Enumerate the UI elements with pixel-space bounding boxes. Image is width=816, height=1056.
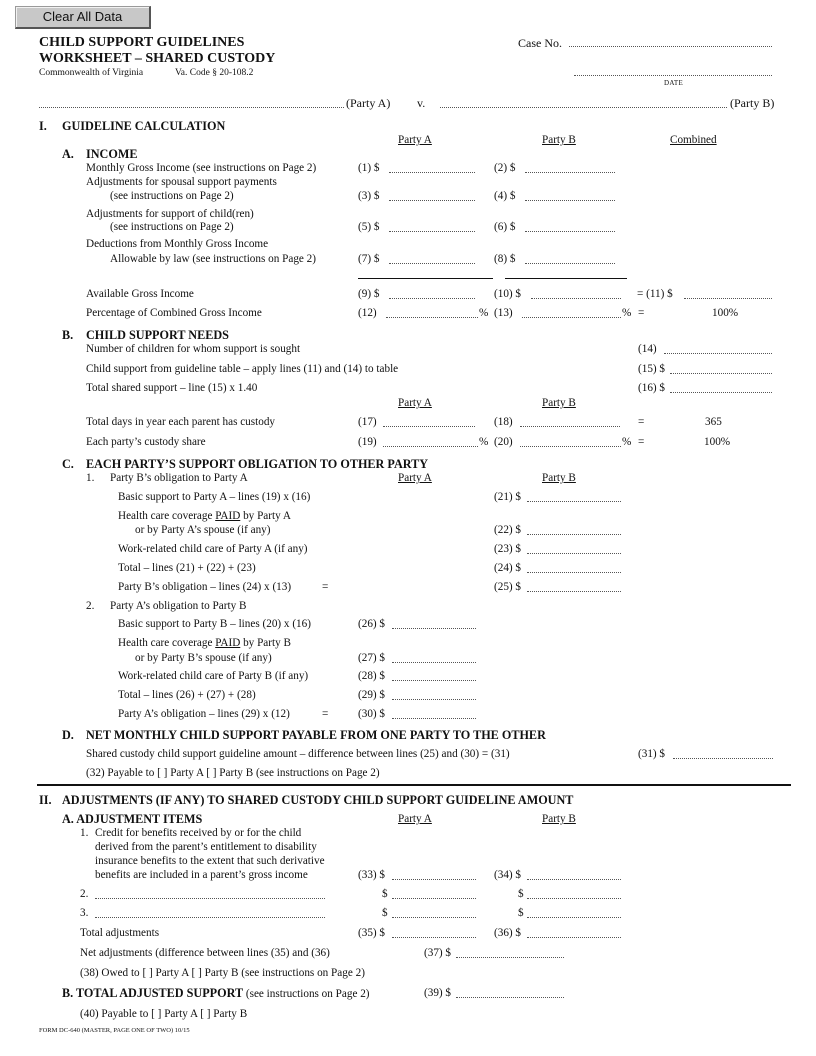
line-4-input[interactable] (525, 200, 615, 201)
child-care-party-a-label: Work-related child care of Party A (if any) (118, 543, 308, 555)
section-2-number: II. (39, 793, 52, 807)
line-8-label: (8) $ (494, 253, 516, 265)
section-1-heading: GUIDELINE CALCULATION (62, 119, 226, 133)
line-33-label: (33) $ (358, 869, 386, 881)
line-9-input[interactable] (389, 298, 475, 299)
custody-days-label: Total days in year each parent has custody (86, 416, 276, 428)
party-b-obligation-equals: = (322, 581, 329, 593)
spousal-support-note: (see instructions on Page 2) (110, 190, 234, 202)
item-2-party-a-dollar: $ (382, 888, 388, 900)
total-26-28-label: Total – lines (26) + (27) + (28) (118, 689, 256, 701)
subtotal-rule-party-a (358, 278, 493, 279)
line-15-label: (15) $ (638, 363, 666, 375)
date-field[interactable] (574, 75, 772, 76)
form-title-line1: CHILD SUPPORT GUIDELINES (39, 35, 245, 50)
item-3-description-input[interactable] (95, 917, 325, 918)
item-3-party-a-input[interactable] (392, 917, 476, 918)
payable-to-32[interactable]: (32) Payable to [ ] Party A [ ] Party B (see instructions on Page 2) (86, 767, 380, 779)
custody-column-party-b: Party B (542, 397, 576, 409)
versus-label: v. (417, 96, 426, 110)
line-18-input[interactable] (520, 426, 620, 427)
line-5-input[interactable] (389, 231, 475, 232)
line-12-input[interactable] (386, 317, 478, 318)
line-7-label: (7) $ (358, 253, 380, 265)
line-19-input[interactable] (383, 446, 478, 447)
item-1-line1: Credit for benefits received by or for the child (95, 827, 302, 839)
line-22-label: (22) $ (494, 524, 522, 536)
line-24-label: (24) $ (494, 562, 522, 574)
custody-share-label: Each party’s custody share (86, 436, 206, 448)
line-20-percent: % (622, 436, 632, 448)
percentage-combined-label: Percentage of Combined Gross Income (86, 307, 262, 319)
code-reference: Va. Code § 20-108.2 (175, 68, 254, 78)
line-25-input[interactable] (527, 591, 621, 592)
form-footer-id: FORM DC-640 (MASTER, PAGE ONE OF TWO) 10/15 (39, 1027, 190, 1034)
line-26-label: (26) $ (358, 618, 386, 630)
sub2-number: 2. (86, 600, 95, 612)
line-36-label: (36) $ (494, 927, 522, 939)
line-29-input[interactable] (392, 699, 476, 700)
net-adjustments-label: Net adjustments (difference between lines (35) and (36) (80, 947, 330, 959)
line-26-input[interactable] (392, 628, 476, 629)
line-30-input[interactable] (392, 718, 476, 719)
item-2-party-a-input[interactable] (392, 898, 476, 899)
subsection-c-letter: C. (62, 457, 74, 471)
adjustment-items-heading: A. ADJUSTMENT ITEMS (62, 812, 203, 826)
line-22-input[interactable] (527, 534, 621, 535)
line-39-input[interactable] (456, 997, 564, 998)
party-b-name-field[interactable] (440, 107, 727, 108)
line-3-input[interactable] (389, 200, 475, 201)
line-18-label: (18) (494, 416, 513, 428)
basic-support-party-a-label: Basic support to Party A – lines (19) x (16) (118, 491, 311, 503)
income-heading: INCOME (86, 147, 138, 161)
monthly-gross-income-label: Monthly Gross Income (see instructions on Page 2) (86, 162, 317, 174)
line-19-percent: % (479, 436, 489, 448)
obligation-heading: EACH PARTY’S SUPPORT OBLIGATION TO OTHER PARTY (86, 457, 429, 471)
party-b-caption: (Party B) (730, 96, 775, 110)
line-27-input[interactable] (392, 662, 476, 663)
health-care-party-a-label: Health care coverage PAID by Party A (118, 510, 291, 522)
party-a-obligation-label: Party A’s obligation – lines (29) x (12) (118, 708, 290, 720)
obligation-column-party-b: Party B (542, 472, 576, 484)
party-a-obligation-equals: = (322, 708, 329, 720)
share-total: 100% (704, 436, 731, 448)
line-29-label: (29) $ (358, 689, 386, 701)
line-34-label: (34) $ (494, 869, 522, 881)
health-care-party-b-label: Health care coverage PAID by Party B (118, 637, 291, 649)
adjustment-column-party-b: Party B (542, 813, 576, 825)
case-no-label: Case No. (518, 36, 562, 50)
line-16-input[interactable] (670, 392, 772, 393)
days-equals: = (638, 416, 645, 428)
item-2-number: 2. (80, 888, 89, 900)
line-3-label: (3) $ (358, 190, 380, 202)
days-total: 365 (705, 416, 722, 428)
line-10-label: (10) $ (494, 288, 522, 300)
combined-percent-total: 100% (712, 307, 739, 319)
subsection-d-letter: D. (62, 728, 74, 742)
line-23-label: (23) $ (494, 543, 522, 555)
line-14-label: (14) (638, 343, 657, 355)
line-5-label: (5) $ (358, 221, 380, 233)
number-of-children-label: Number of children for whom support is sought (86, 343, 301, 355)
adjustment-column-party-a: Party A (398, 813, 432, 825)
guideline-table-label: Child support from guideline table – apply lines (11) and (14) to table (86, 363, 399, 375)
column-header-party-b: Party B (542, 134, 576, 146)
line-17-label: (17) (358, 416, 377, 428)
spousal-support-label: Adjustments for spousal support payments (86, 176, 277, 188)
line-21-input[interactable] (527, 501, 621, 502)
line-11-label: = (11) $ (637, 288, 673, 300)
line-24-input[interactable] (527, 572, 621, 573)
line-7-input[interactable] (389, 263, 475, 264)
custody-column-party-a: Party A (398, 397, 432, 409)
item-3-party-b-dollar: $ (518, 907, 524, 919)
item-1-line3: insurance benefits to the extent that such derivative (95, 855, 325, 867)
line-13-percent: % (622, 307, 632, 319)
case-no-field[interactable] (569, 46, 772, 47)
item-2-description-input[interactable] (95, 898, 325, 899)
sub1-title: Party B’s obligation to Party A (110, 472, 248, 484)
child-care-party-b-label: Work-related child care of Party B (if any) (118, 670, 309, 682)
line-13-input[interactable] (522, 317, 621, 318)
column-header-combined: Combined (670, 134, 717, 146)
form-title-line2: WORKSHEET – SHARED CUSTODY (39, 51, 276, 66)
item-2-party-b-input[interactable] (527, 898, 621, 899)
line-35-label: (35) $ (358, 927, 386, 939)
line-9-label: (9) $ (358, 288, 380, 300)
line-19-label: (19) (358, 436, 377, 448)
line-12-label: (12) (358, 307, 377, 319)
net-monthly-heading: NET MONTHLY CHILD SUPPORT PAYABLE FROM ONE PARTY TO THE OTHER (86, 728, 546, 742)
obligation-column-party-a: Party A (398, 472, 432, 484)
item-1-line2: derived from the parent’s entitlement to disability (95, 841, 317, 853)
section-2-heading: ADJUSTMENTS (IF ANY) TO SHARED CUSTODY CHILD SUPPORT GUIDELINE AMOUNT (62, 793, 574, 807)
line-28-label: (28) $ (358, 670, 386, 682)
line-1-label: (1) $ (358, 162, 380, 174)
clear-all-data-button[interactable]: Clear All Data (15, 6, 151, 29)
section-1-number: I. (39, 119, 47, 133)
owed-to-38[interactable]: (38) Owed to [ ] Party A [ ] Party B (see instructions on Page 2) (80, 967, 365, 979)
line-31-label: (31) $ (638, 748, 666, 760)
line-6-input[interactable] (525, 231, 615, 232)
item-3-party-b-input[interactable] (527, 917, 621, 918)
item-1-line4: benefits are included in a parent’s gross income (95, 869, 308, 881)
total-shared-support-label: Total shared support – line (15) x 1.40 (86, 382, 258, 394)
subsection-b-letter: B. (62, 328, 74, 342)
date-label: DATE (664, 79, 684, 87)
line-17-input[interactable] (383, 426, 475, 427)
section-divider (37, 784, 791, 786)
line-10-input[interactable] (531, 298, 621, 299)
line-4-label: (4) $ (494, 190, 516, 202)
item-1-number: 1. (80, 827, 89, 839)
available-gross-income-label: Available Gross Income (86, 288, 194, 300)
line-2-label: (2) $ (494, 162, 516, 174)
total-adjustments-label: Total adjustments (80, 927, 160, 939)
party-b-obligation-label: Party B’s obligation – lines (24) x (13) (118, 581, 292, 593)
line-28-input[interactable] (392, 680, 476, 681)
line-20-input[interactable] (520, 446, 621, 447)
deductions-label: Deductions from Monthly Gross Income (86, 238, 269, 250)
sub1-number: 1. (86, 472, 95, 484)
line-21-label: (21) $ (494, 491, 522, 503)
line-12-percent: % (479, 307, 489, 319)
line-23-input[interactable] (527, 553, 621, 554)
line-25-label: (25) $ (494, 581, 522, 593)
subsection-a-letter: A. (62, 147, 74, 161)
party-a-caption: (Party A) (346, 96, 391, 110)
item-2-party-b-dollar: $ (518, 888, 524, 900)
line-8-input[interactable] (525, 263, 615, 264)
line-31-input[interactable] (673, 758, 773, 759)
line-11-input[interactable] (684, 298, 772, 299)
child-support-adj-label: Adjustments for support of child(ren) (86, 208, 254, 220)
combined-equals: = (638, 307, 645, 319)
health-care-party-a-spouse: or by Party A’s spouse (if any) (135, 524, 271, 536)
child-support-adj-note: (see instructions on Page 2) (110, 221, 234, 233)
line-20-label: (20) (494, 436, 513, 448)
total-21-23-label: Total – lines (21) + (22) + (23) (118, 562, 256, 574)
line-36-input[interactable] (527, 937, 621, 938)
child-support-needs-heading: CHILD SUPPORT NEEDS (86, 328, 229, 342)
line-16-label: (16) $ (638, 382, 666, 394)
column-header-party-a: Party A (398, 134, 432, 146)
line-33-input[interactable] (392, 879, 476, 880)
sub2-title: Party A’s obligation to Party B (110, 600, 247, 612)
line-27-label: (27) $ (358, 652, 386, 664)
line-35-input[interactable] (392, 937, 476, 938)
line-14-input[interactable] (664, 353, 772, 354)
item-3-number: 3. (80, 907, 89, 919)
line-37-input[interactable] (456, 957, 564, 958)
line-30-label: (30) $ (358, 708, 386, 720)
subtotal-rule-party-b (505, 278, 627, 279)
line-1-input[interactable] (389, 172, 475, 173)
line-37-label: (37) $ (424, 947, 452, 959)
jurisdiction: Commonwealth of Virginia (39, 68, 144, 78)
item-3-party-a-dollar: $ (382, 907, 388, 919)
line-6-label: (6) $ (494, 221, 516, 233)
line-13-label: (13) (494, 307, 513, 319)
line-15-input[interactable] (670, 373, 772, 374)
basic-support-party-b-label: Basic support to Party B – lines (20) x (16) (118, 618, 311, 630)
share-equals: = (638, 436, 645, 448)
line-39-label: (39) $ (424, 987, 452, 999)
guideline-amount-label: Shared custody child support guideline amount – difference between lines (25) and (30) = (31) (86, 748, 510, 760)
total-adjusted-support-row: B. TOTAL ADJUSTED SUPPORT (see instructions on Page 2) (62, 986, 370, 1000)
line-34-input[interactable] (527, 879, 621, 880)
party-a-name-field[interactable] (39, 107, 344, 108)
payable-to-40[interactable]: (40) Payable to [ ] Party A [ ] Party B (80, 1008, 248, 1020)
deductions-note: Allowable by law (see instructions on Page 2) (110, 253, 316, 265)
line-2-input[interactable] (525, 172, 615, 173)
health-care-party-b-spouse: or by Party B’s spouse (if any) (135, 652, 272, 664)
